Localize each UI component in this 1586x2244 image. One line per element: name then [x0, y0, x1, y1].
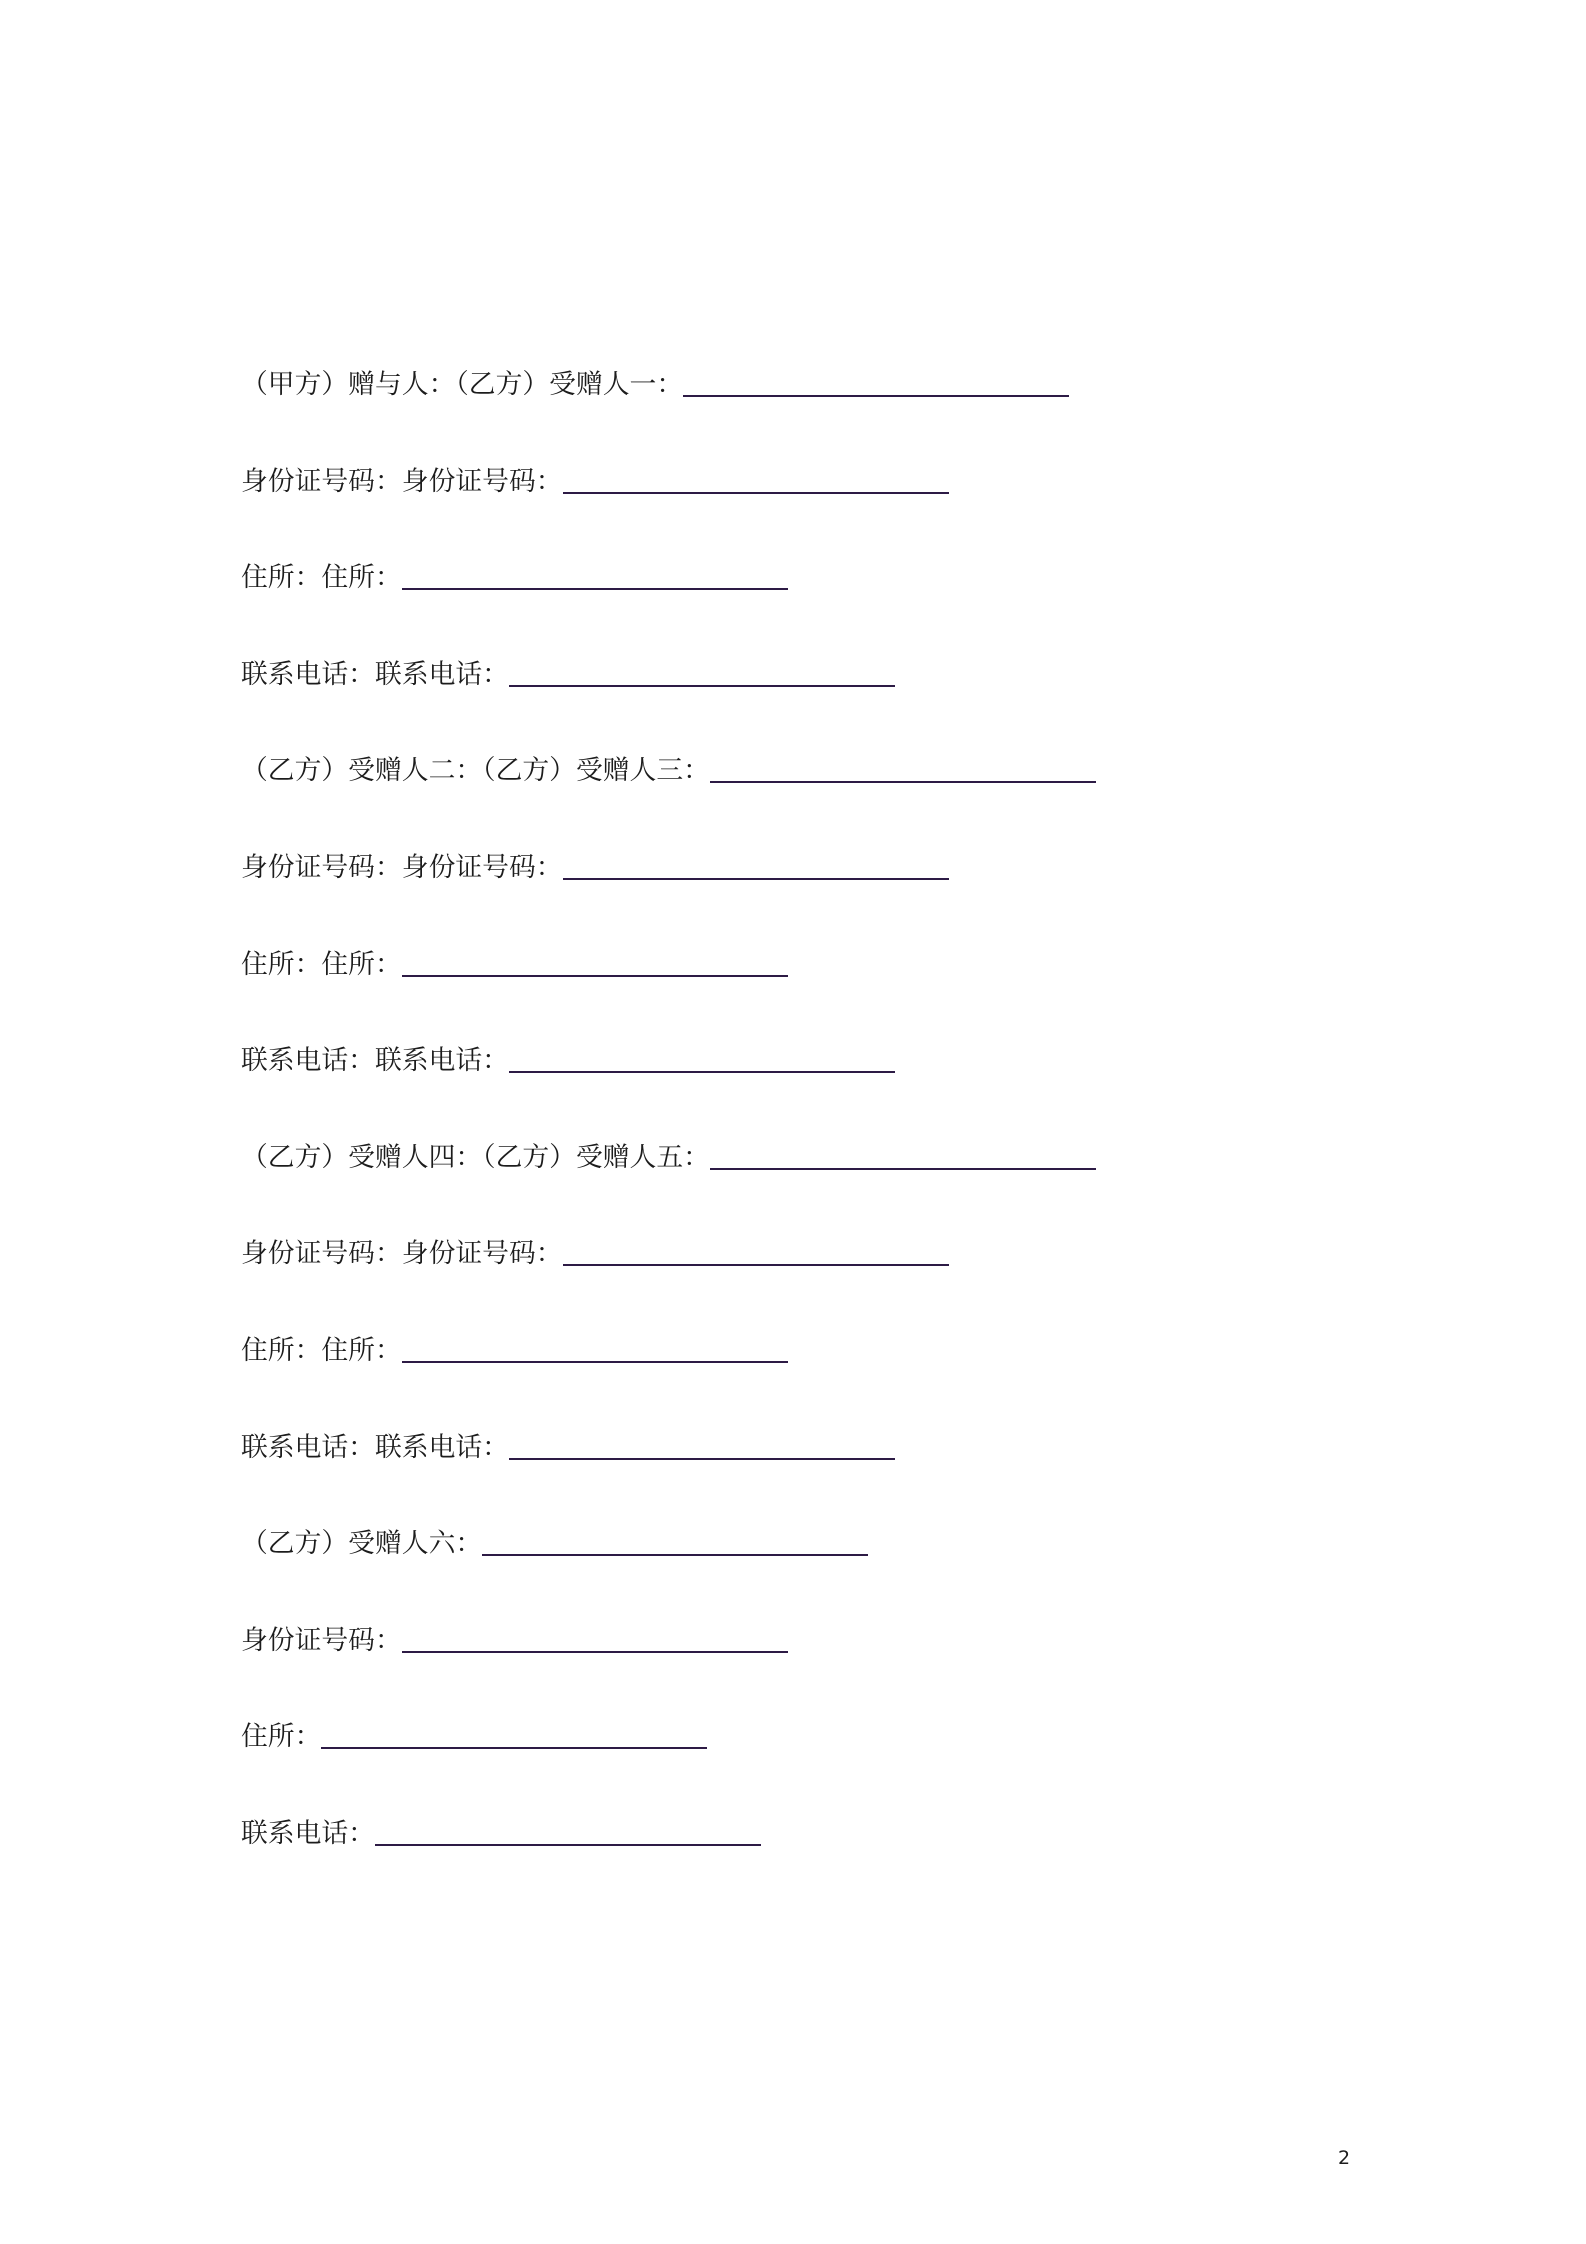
form-row-id-number: [241, 464, 1341, 561]
form-row-phone: [241, 657, 1341, 754]
fill-in-line: [402, 947, 788, 977]
fill-in-line: [321, 1719, 707, 1749]
form-row-phone: [241, 1816, 1341, 1913]
field-label: 住所：: [241, 1721, 322, 1753]
field-label: 联系电话：: [241, 1817, 375, 1849]
form-row-donee-2-3: [241, 753, 1341, 850]
field-label: （乙方）受赠人二：（乙方）受赠人三：: [241, 755, 710, 787]
form-row-id-number: [241, 1623, 1341, 1720]
form-row-donor-donee-1: [241, 367, 1341, 464]
fill-in-line: [509, 657, 895, 687]
page-number: 2: [1338, 2147, 1351, 2169]
fill-in-line: [402, 1333, 788, 1363]
fill-in-line: [509, 1430, 895, 1460]
form-row-id-number: [241, 1236, 1341, 1333]
party-info-form: [241, 367, 1341, 1913]
fill-in-line: [509, 1043, 895, 1073]
fill-in-line: [402, 1623, 788, 1653]
fill-in-line: [402, 560, 788, 590]
form-row-address: [241, 947, 1341, 1044]
form-row-address: [241, 1333, 1341, 1430]
field-label: 身份证号码：身份证号码：: [241, 1238, 563, 1270]
form-row-phone: [241, 1043, 1341, 1140]
fill-in-line: [563, 850, 949, 880]
form-row-donee-6: [241, 1526, 1341, 1623]
field-label: 联系电话：联系电话：: [241, 1045, 509, 1077]
field-label: 身份证号码：身份证号码：: [241, 851, 563, 883]
field-label: （乙方）受赠人六：: [241, 1528, 483, 1560]
fill-in-line: [683, 367, 1069, 397]
form-row-id-number: [241, 850, 1341, 947]
field-label: 联系电话：联系电话：: [241, 1431, 509, 1463]
field-label: （乙方）受赠人四：（乙方）受赠人五：: [241, 1141, 710, 1173]
field-label: 身份证号码：身份证号码：: [241, 465, 563, 497]
field-label: 住所：住所：: [241, 1334, 402, 1366]
field-label: 住所：住所：: [241, 948, 402, 980]
field-label: 身份证号码：: [241, 1624, 402, 1656]
fill-in-line: [563, 464, 949, 494]
form-row-address: [241, 1719, 1341, 1816]
fill-in-line: [710, 1140, 1096, 1170]
form-row-phone: [241, 1430, 1341, 1527]
form-row-address: [241, 560, 1341, 657]
fill-in-line: [375, 1816, 761, 1846]
form-row-donee-4-5: [241, 1140, 1341, 1237]
field-label: 住所：住所：: [241, 562, 402, 594]
field-label: （甲方）赠与人：（乙方）受赠人一：: [241, 369, 684, 400]
fill-in-line: [710, 753, 1096, 783]
fill-in-line: [563, 1236, 949, 1266]
field-label: 联系电话：联系电话：: [241, 658, 509, 690]
fill-in-line: [482, 1526, 868, 1556]
